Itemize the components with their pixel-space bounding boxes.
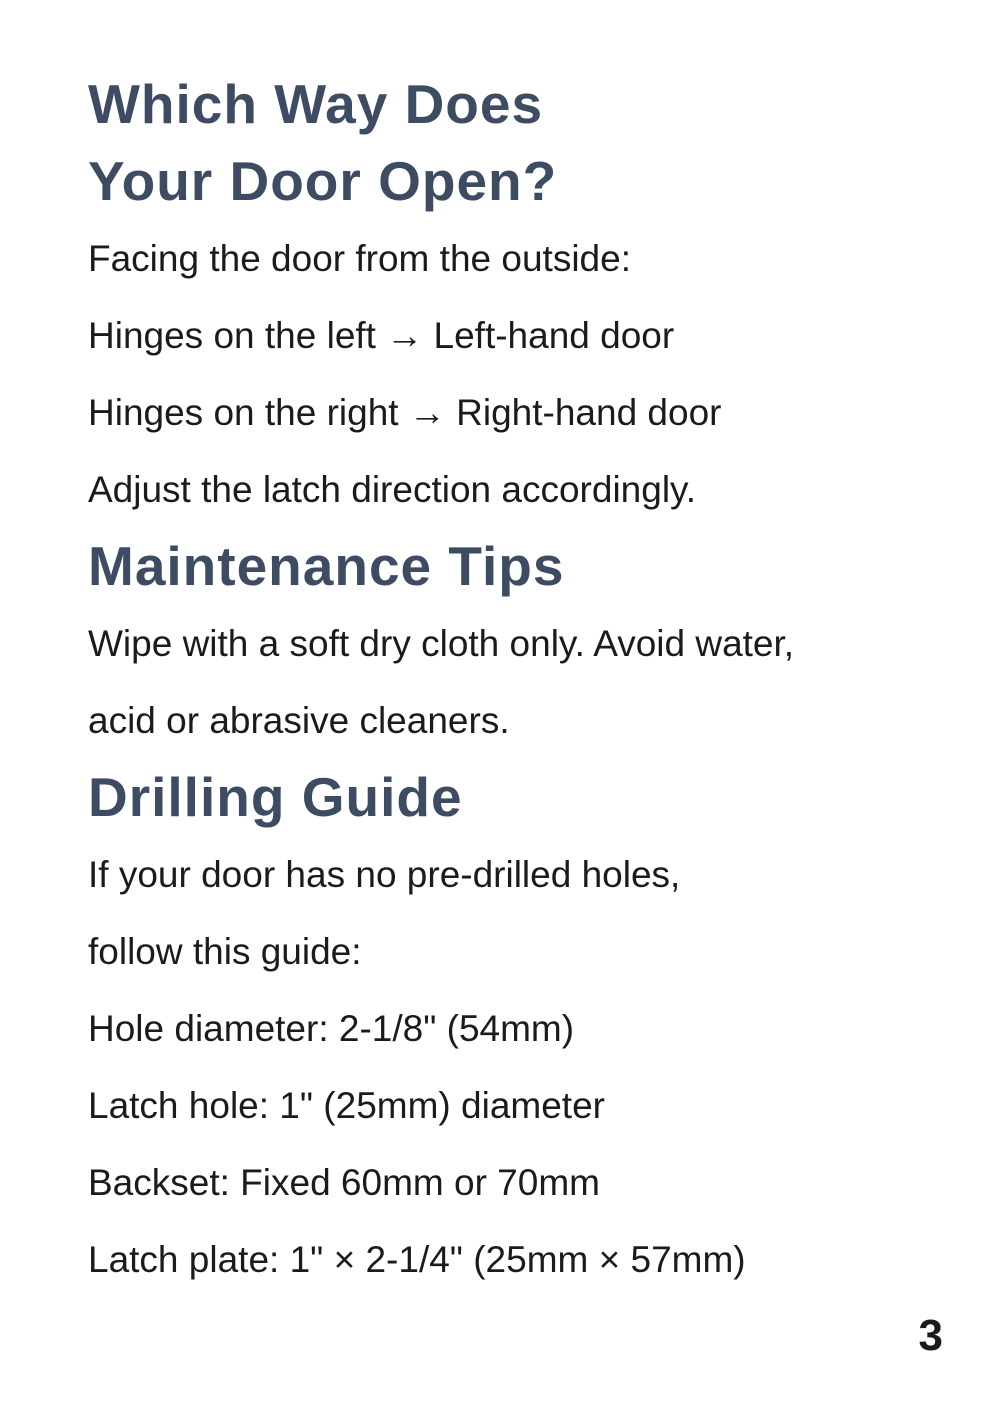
body-line: follow this guide:	[88, 931, 362, 972]
page-content	[88, 66, 960, 1298]
page-number: 3	[918, 1311, 943, 1360]
body-line: Latch hole: 1" (25mm) diameter	[88, 1085, 605, 1126]
body-line: Adjust the latch direction accordingly.	[88, 469, 697, 510]
body-line: Wipe with a soft dry cloth only. Avoid water,	[88, 623, 795, 664]
body-line: If your door has no pre-drilled holes,	[88, 854, 681, 895]
body-line: Backset: Fixed 60mm or 70mm	[88, 1162, 600, 1203]
body-line: Hole diameter: 2-1/8" (54mm)	[88, 1008, 575, 1049]
section-heading-maintenance-tips	[88, 528, 960, 605]
section-door-direction	[88, 66, 960, 528]
section-heading-drilling-guide	[88, 759, 960, 836]
section-drilling-guide	[88, 759, 960, 1298]
body-line: acid or abrasive cleaners.	[88, 700, 510, 741]
heading-line: Maintenance Tips	[88, 535, 565, 597]
section-heading-door-direction	[88, 66, 960, 220]
section-maintenance-tips	[88, 528, 960, 759]
heading-line: Which Way Does	[88, 73, 544, 135]
body-line: Latch plate: 1" × 2-1/4" (25mm × 57mm)	[88, 1239, 746, 1280]
body-line: Hinges on the right → Right-hand door	[88, 392, 722, 433]
body-line: Hinges on the left → Left-hand door	[88, 315, 675, 356]
heading-line: Your Door Open?	[88, 150, 558, 212]
heading-line: Drilling Guide	[88, 766, 463, 828]
body-line: Facing the door from the outside:	[88, 238, 631, 279]
